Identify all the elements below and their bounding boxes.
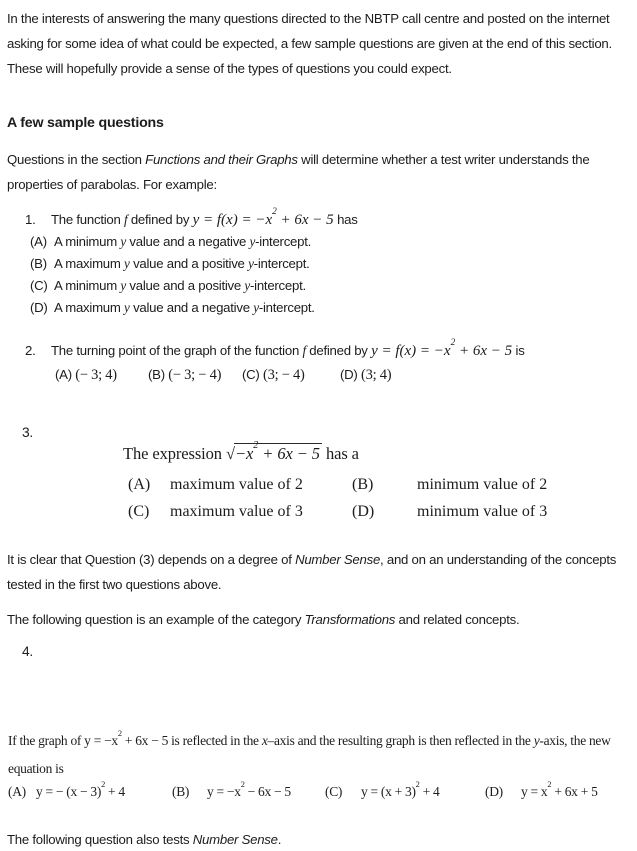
option-label: (A) [30, 234, 47, 249]
formula-body: y = x [521, 784, 548, 799]
text-run: has a [321, 444, 359, 463]
option-label: (D) [485, 784, 503, 799]
question-3-options-row-1 [0, 476, 637, 498]
option-label: (B) [352, 476, 374, 493]
option-label: (B) [172, 784, 190, 799]
note-number-sense [7, 547, 633, 597]
text-run: -intercept. [258, 300, 315, 315]
formula-exponent: 2 [547, 779, 552, 789]
formula-body: y = f(x) = −x [192, 212, 273, 228]
question-3-options-row-2 [0, 503, 637, 525]
formula-exponent: 2 [272, 206, 277, 217]
option-label: (B) [148, 367, 165, 382]
formula-body: y = −x [207, 784, 241, 799]
option-c [242, 362, 305, 388]
option-d [30, 297, 315, 319]
option-label: (D) [340, 367, 358, 382]
sqrt-radical-symbol: √ [225, 444, 235, 463]
option-label: (C) [128, 503, 150, 520]
formula-body: + 6x − 5 [455, 343, 513, 359]
text-run: -intercept. [253, 256, 310, 271]
note-transformations [7, 607, 637, 632]
option-label: (C) [30, 278, 48, 293]
math-formula [371, 337, 513, 359]
sqrt-radicand [234, 439, 322, 463]
formula-body: y = −x [84, 733, 118, 748]
option-c: maximum value of 3 [170, 503, 303, 520]
option-d: minimum value of 3 [417, 503, 548, 520]
section-intro-paragraph [7, 147, 637, 197]
section-heading: A few sample questions [7, 115, 164, 131]
option-label: (D) [352, 503, 375, 520]
question-3-number: 3. [22, 425, 34, 440]
text-run: defined by [127, 212, 193, 227]
math-var-y: y [120, 234, 126, 249]
formula-body: y = f(x) = −x [371, 343, 451, 359]
intro-paragraph: In the interests of answering the many questions directed to the NBTP call centre and posted on the internet asking for some idea of what could be expected, a few sample questions are given at the end of this section. These will hopefully provide a sense of the types of questions you could expect. [7, 11, 612, 76]
option-label: (C) [242, 367, 260, 382]
math-var-y: y [124, 300, 130, 315]
text-run: The expression [123, 444, 226, 463]
formula-exponent: 2 [101, 779, 105, 789]
text-run: If the graph of [8, 733, 85, 748]
option-b [148, 362, 221, 388]
formula-body: + 6x − 5 [258, 444, 320, 463]
math-var-f: f [302, 343, 306, 358]
text-run: value and a negative [126, 234, 250, 249]
sqrt-expression [225, 439, 322, 463]
option-b: minimum value of 2 [417, 476, 548, 493]
option-label: (A) [55, 367, 72, 382]
text-run: is reflected in the [168, 733, 262, 748]
math-var-y: y [533, 733, 540, 748]
text-run: -intercept. [250, 278, 306, 293]
option-a [55, 362, 117, 388]
math-var-y: y [248, 256, 254, 271]
option-value: (3; − 4) [262, 367, 305, 383]
math-var-y: y [249, 234, 256, 249]
question-3-stem [123, 439, 359, 464]
math-var-y: y [120, 278, 126, 293]
option-c [30, 275, 315, 297]
text-run: A maximum [54, 300, 125, 315]
formula-body: + 6x − 5 [276, 212, 334, 228]
question-2-number: 2. [25, 343, 36, 358]
formula-body: + 4 [419, 784, 440, 799]
text-run: will determine whether a test writer understands the properties of parabolas. For example: [7, 152, 590, 192]
question-4-options [0, 779, 637, 806]
formula-body: −x [234, 444, 254, 463]
text-run: The following question is an example of the category [7, 612, 305, 627]
math-var-f: f [124, 212, 128, 227]
option-c [361, 779, 440, 800]
text-run: The function [51, 212, 124, 227]
text-run: , and on an understanding of the concepts tested in the first two questions above. [7, 552, 617, 592]
option-value: (3; 4) [360, 367, 392, 383]
math-var-x: x [261, 733, 268, 748]
question-1-stem [25, 207, 358, 233]
text-run: A minimum [54, 234, 121, 249]
option-a [30, 231, 315, 253]
option-d [521, 779, 598, 800]
formula-body: + 6x + 5 [551, 784, 598, 799]
option-label: (C) [325, 784, 343, 799]
text-run: -intercept. [255, 234, 312, 249]
formula-body: − 6x − 5 [244, 784, 291, 799]
italic-phrase-functions-graphs: Functions and their Graphs [145, 152, 298, 167]
text-run: It is clear that Question (3) depends on a degree of [7, 552, 296, 567]
formula-exponent: 2 [450, 337, 456, 348]
text-run: –axis and the resulting graph is then reflected in the [267, 733, 534, 748]
option-b [30, 253, 315, 275]
text-run: value and a negative [129, 300, 254, 315]
text-run: The turning point of the graph of the function [51, 343, 303, 358]
text-run: has [333, 212, 358, 227]
option-value: (− 3; − 4) [168, 367, 222, 383]
text-run: defined by [305, 343, 372, 358]
text-run: -axis, the new equation is [8, 733, 611, 776]
option-label: (A) [8, 784, 26, 799]
formula-body: y = (x + 3) [361, 784, 416, 799]
formula-exponent: 2 [240, 779, 245, 789]
option-label: (B) [30, 256, 47, 271]
text-run: and related concepts. [395, 612, 520, 627]
formula-body: + 4 [104, 784, 125, 799]
math-var-y: y [124, 256, 130, 271]
math-var-y: y [253, 300, 259, 315]
formula-body: y = − (x − 3) [36, 784, 102, 799]
formula-exponent: 2 [253, 439, 259, 451]
question-1-options [30, 231, 315, 319]
text-run: The following question also tests [7, 832, 193, 847]
formula-exponent: 2 [117, 728, 122, 738]
option-b [207, 779, 291, 800]
italic-phrase-number-sense: Number Sense [192, 832, 278, 847]
closing-note [7, 827, 637, 851]
text-run: A maximum [54, 256, 125, 271]
text-run: Questions in the section [7, 152, 146, 167]
option-label: (D) [30, 300, 48, 315]
option-value: (− 3; 4) [75, 367, 117, 383]
option-a: maximum value of 2 [170, 476, 303, 493]
formula-exponent: 2 [415, 779, 420, 789]
option-label: (A) [128, 476, 151, 493]
question-1-number: 1. [25, 212, 36, 227]
question-4-number: 4. [22, 644, 34, 659]
italic-phrase-number-sense: Number Sense [295, 552, 381, 567]
text-run: A minimum [54, 278, 121, 293]
text-run: is [512, 343, 525, 358]
question-2-options [0, 362, 637, 384]
question-2-stem [25, 338, 525, 364]
italic-phrase-transformations: Transformations [304, 612, 396, 627]
math-formula [84, 728, 169, 748]
option-a [36, 779, 125, 800]
text-run: value and a positive [129, 256, 249, 271]
math-var-y: y [244, 278, 251, 293]
question-4-stem [8, 727, 632, 783]
text-run: . [277, 832, 282, 847]
math-formula [192, 206, 334, 228]
formula-body: + 6x − 5 [121, 733, 169, 748]
option-d [340, 362, 391, 388]
text-run: value and a positive [126, 278, 245, 293]
